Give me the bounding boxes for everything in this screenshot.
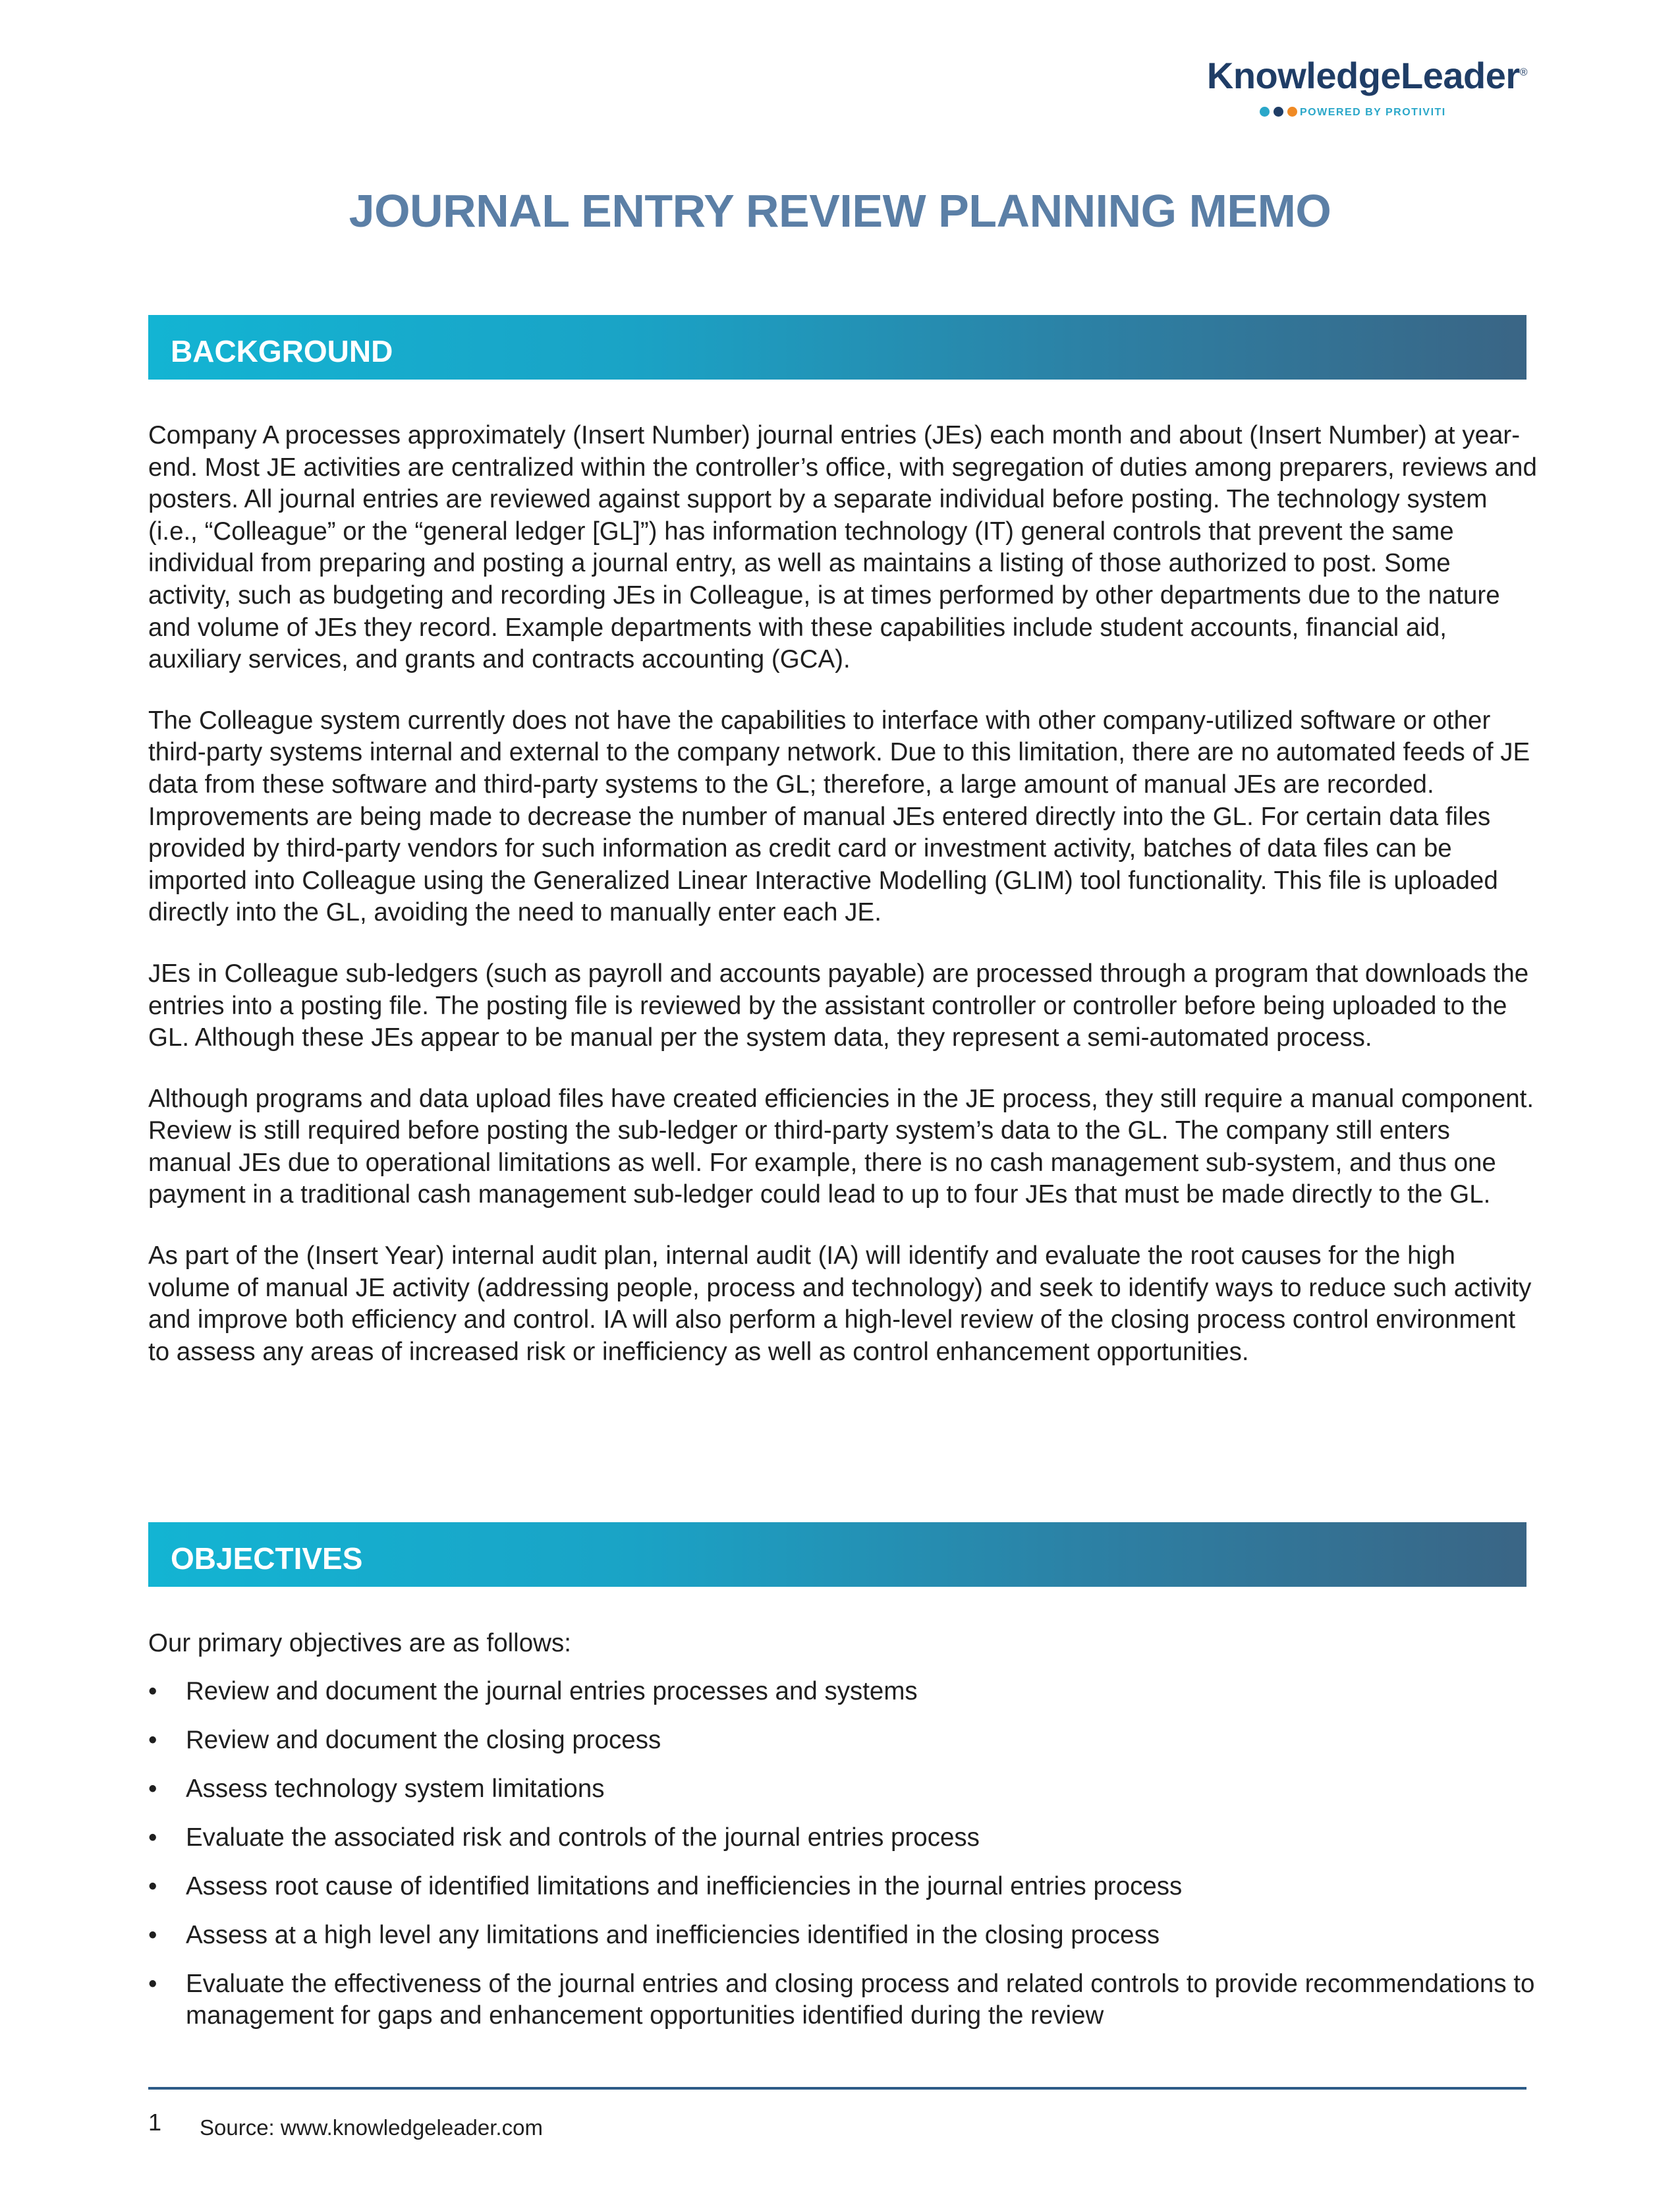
brand-dots-icon [1260, 107, 1297, 117]
brand-logo [1185, 54, 1527, 127]
brand-dot [1287, 107, 1297, 117]
section-header-background [148, 315, 1526, 380]
list-item: • Evaluate the associated risk and controls of the journal entries process [148, 1822, 1538, 1854]
brand-tagline: POWERED BY PROTIVITI [1300, 107, 1446, 118]
background-body [148, 420, 1538, 1397]
brand-name: KnowledgeLeader [1206, 55, 1520, 96]
brand-dot [1274, 107, 1283, 117]
footer-divider [148, 2087, 1526, 2090]
page-title: JOURNAL ENTRY REVIEW PLANNING MEMO [349, 185, 1331, 237]
section-heading: BACKGROUND [171, 334, 393, 368]
objectives-intro: Our primary objectives are as follows: [148, 1629, 571, 1657]
list-item: • Assess root cause of identified limitations and inefficiencies in the journal entries process [148, 1871, 1538, 1902]
list-item: • Review and document the journal entries processes and systems [148, 1676, 1538, 1707]
list-item: • Assess technology system limitations [148, 1773, 1538, 1805]
source-note: Source: www.knowledgeleader.com [200, 2115, 543, 2140]
body-paragraph: Although programs and data upload files have created efficiencies in the JE process, they still require a manual component. Review is still required before posting the sub-ledger or third-party system’s data to the GL. The company still enters manual JEs due to operational limitations as well. For example, there is no cash management sub-system, and thus one payment in a traditional cash management sub-ledger could lead to up to four JEs that must be made directly to the GL. [148, 1084, 1534, 1209]
list-item: • Review and document the closing process [148, 1725, 1538, 1756]
registered-mark: ® [1519, 67, 1527, 78]
list-item: • Assess at a high level any limitations and inefficiencies identified in the closing process [148, 1920, 1538, 1951]
body-paragraph: As part of the (Insert Year) internal audit plan, internal audit (IA) will identify and evaluate the root causes for the high volume of manual JE activity (addressing people, process and technology) and seek to identify ways to reduce such activity and improve both efficiency and control. IA will also perform a high-level review of the closing process control environment to assess any areas of increased risk or inefficiency as well as control enhancement opportunities. [148, 1241, 1532, 1366]
list-item: • Evaluate the effectiveness of the journal entries and closing process and related controls to provide recommendations to management for gaps and enhancement opportunities identified during the review [148, 1968, 1538, 2032]
brand-dot [1260, 107, 1270, 117]
body-paragraph: Company A processes approximately (Insert Number) journal entries (JEs) each month and about (Insert Number) at year-end. Most JE activities are centralized within the controller’s office, with segregation of duties among preparers, reviews and posters. All journal entries are reviewed against support by a separate individual before posting. The technology system (i.e., “Colleague” or the “general ledger [GL]”) has information technology (IT) general controls that prevent the same individual from preparing and posting a journal entry, as well as maintains a listing of those authorized to post. Some activity, such as budgeting and recording JEs in Colleague, is at times performed by other departments due to the nature and volume of JEs they record. Example departments with these capabilities include student accounts, financial aid, auxiliary services, and grants and contracts accounting (GCA). [148, 421, 1537, 674]
page-number: 1 [148, 2109, 162, 2136]
section-heading: OBJECTIVES [171, 1541, 363, 1576]
body-paragraph: JEs in Colleague sub-ledgers (such as payroll and accounts payable) are processed through a program that downloads the entries into a posting file. The posting file is reviewed by the assistant controller or controller before being uploaded to the GL. Although these JEs appear to be manual per the system data, they represent a semi-automated process. [148, 959, 1529, 1052]
brand-wordmark [1207, 54, 1527, 97]
section-header-objectives [148, 1522, 1526, 1587]
body-paragraph: The Colleague system currently does not have the capabilities to interface with other company-utilized software or other third-party systems internal and external to the company network. Due to this limitation, there are no automated feeds of JE data from these software and third-party systems to the GL; therefore, a large amount of manual JEs are recorded. Improvements are being made to decrease the number of manual JEs entered directly into the GL. For certain data files provided by third-party vendors for such information as credit card or investment activity, batches of data files can be imported into Colleague using the Generalized Linear Interactive Modelling (GLIM) tool functionality. This file is uploaded directly into the GL, avoiding the need to manually enter each JE. [148, 706, 1530, 927]
objectives-list [148, 1676, 1538, 2049]
